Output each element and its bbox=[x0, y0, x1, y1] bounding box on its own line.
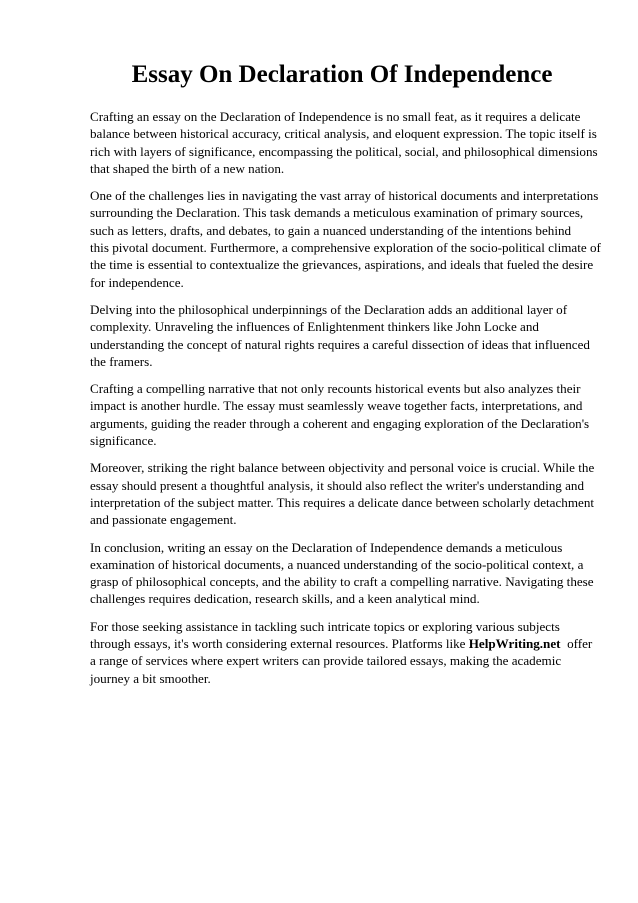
helpwriting-brand-link[interactable]: HelpWriting.net bbox=[468, 636, 561, 652]
paragraph-line: the framers. bbox=[90, 353, 153, 369]
paragraph-line: In conclusion, writing an essay on the Declaration of Independence demands a meticulous bbox=[90, 539, 563, 555]
paragraph-line: One of the challenges lies in navigating the vast array of historical documents and interpretations bbox=[90, 188, 599, 204]
paragraph-line: a range of services where expert writers can provide tailored essays, making the academic bbox=[90, 653, 562, 669]
paragraph-line: For those seeking assistance in tackling such intricate topics or exploring various subjects bbox=[90, 618, 560, 634]
closing-paragraph bbox=[90, 618, 592, 687]
paragraph-line: interpretation of the subject matter. This requires a delicate dance between scholarly detachment bbox=[90, 494, 595, 510]
paragraph-3 bbox=[90, 301, 592, 370]
paragraph-line: rich with layers of significance, encompassing the political, social, and philosophical dimensions bbox=[90, 143, 598, 159]
paragraph-line: impact is another hurdle. The essay must seamlessly weave together facts, interpretations, and bbox=[90, 398, 583, 414]
paragraph-line: for independence. bbox=[90, 274, 184, 290]
paragraph-line: surrounding the Declaration. This task demands a meticulous examination of primary sources, bbox=[90, 205, 584, 221]
paragraph-line: essay should present a thoughtful analysis, it should also reflect the writer's understanding and bbox=[90, 477, 584, 493]
paragraph-line: balance between historical accuracy, critical analysis, and eloquent expression. The topic itself is bbox=[90, 126, 597, 142]
paragraph-line: grasp of philosophical concepts, and the ability to craft a compelling narrative. Navigating these bbox=[90, 574, 594, 590]
page-title: Essay On Declaration Of Independence bbox=[131, 61, 553, 88]
paragraph-line: the time is essential to contextualize the grievances, aspirations, and ideals that fueled the desire bbox=[90, 257, 594, 273]
essay-body bbox=[90, 108, 601, 608]
paragraph-line: challenges requires dedication, research skills, and a keen analytical mind. bbox=[90, 591, 480, 607]
paragraph-line: this pivotal document. Furthermore, a comprehensive exploration of the socio-political climate of bbox=[90, 240, 601, 256]
paragraph-5 bbox=[90, 459, 595, 528]
paragraph-line: that shaped the birth of a new nation. bbox=[90, 160, 285, 176]
paragraph-line: understanding the concept of natural rights requires a careful dissection of ideas that influenced bbox=[90, 336, 590, 352]
paragraph-1 bbox=[90, 108, 598, 177]
paragraph-line: examination of historical documents, a nuanced understanding of the socio-political context, a bbox=[90, 556, 584, 572]
paragraph-line: Crafting a compelling narrative that not only recounts historical events but also analyzes their bbox=[90, 381, 581, 397]
paragraph-line: and passionate engagement. bbox=[90, 512, 237, 528]
paragraph-line: Delving into the philosophical underpinnings of the Declaration adds an additional layer of bbox=[90, 301, 568, 317]
paragraph-line: significance. bbox=[90, 433, 157, 449]
paragraph-6 bbox=[90, 539, 592, 608]
paragraph-line: Crafting an essay on the Declaration of Independence is no small feat, as it requires a delicate bbox=[90, 109, 581, 124]
closing-text-before: through essays, it's worth considering external resources. Platforms like bbox=[90, 636, 469, 652]
paragraph-line: arguments, guiding the reader through a coherent and engaging exploration of the Declaration's bbox=[90, 415, 590, 431]
paragraph-line: Moreover, striking the right balance between objectivity and personal voice is crucial. While the bbox=[90, 460, 595, 476]
paragraph-line: such as letters, drafts, and debates, to gain a nuanced understanding of the intentions behind bbox=[90, 222, 572, 238]
paragraph-line: complexity. Unraveling the influences of Enlightenment thinkers like John Locke and bbox=[90, 319, 539, 335]
closing-text-after: offer bbox=[560, 636, 593, 652]
paragraph-line: journey a bit smoother. bbox=[90, 670, 211, 686]
paragraph-2 bbox=[90, 187, 601, 291]
paragraph-line-with-link bbox=[90, 635, 592, 652]
paragraph-4 bbox=[90, 380, 592, 449]
